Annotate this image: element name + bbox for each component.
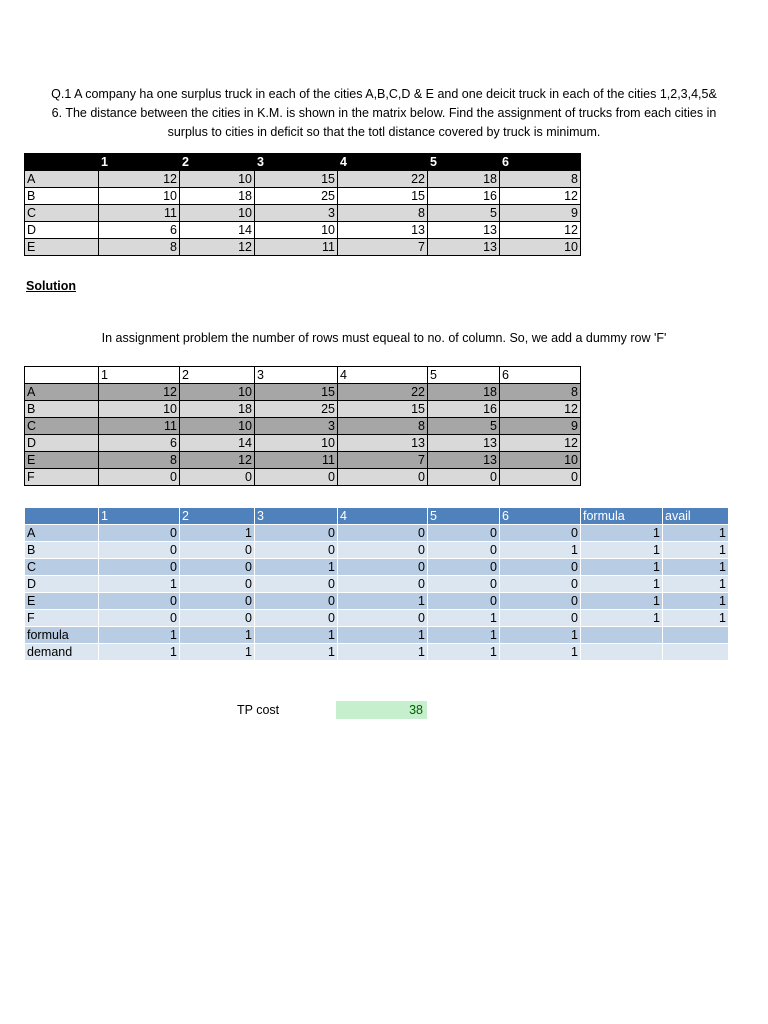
value-cell[interactable]: 1 (663, 542, 729, 559)
header-row (25, 367, 581, 384)
value-cell[interactable]: 1 (581, 593, 663, 610)
solution-heading: Solution (26, 279, 76, 293)
value-cell[interactable]: 0 (500, 559, 581, 576)
table-row (25, 576, 729, 593)
value-cell[interactable]: 18 (180, 401, 255, 418)
header-cell[interactable]: 3 (255, 508, 338, 525)
value-cell[interactable]: 9 (500, 205, 581, 222)
value-cell[interactable]: 0 (338, 542, 428, 559)
value-cell[interactable]: 13 (338, 435, 428, 452)
header-row (25, 154, 581, 171)
value-cell[interactable]: 1 (500, 644, 581, 661)
header-cell[interactable]: 6 (500, 508, 581, 525)
row-label-cell[interactable]: A (25, 171, 99, 188)
value-cell[interactable]: 8 (99, 239, 180, 256)
value-cell[interactable]: 0 (428, 576, 500, 593)
value-cell[interactable]: 10 (99, 401, 180, 418)
table-row (25, 644, 729, 661)
table-row (25, 627, 729, 644)
value-cell[interactable]: 0 (180, 469, 255, 486)
value-cell[interactable] (581, 627, 663, 644)
value-cell[interactable]: 10 (255, 222, 338, 239)
value-cell[interactable]: 1 (581, 610, 663, 627)
row-label-cell[interactable]: E (25, 593, 99, 610)
value-cell[interactable]: 1 (180, 627, 255, 644)
table-row (25, 452, 581, 469)
value-cell[interactable]: 18 (428, 384, 500, 401)
value-cell[interactable]: 0 (255, 593, 338, 610)
value-cell[interactable]: 13 (428, 239, 500, 256)
value-cell[interactable]: 1 (581, 525, 663, 542)
value-cell[interactable]: 1 (338, 593, 428, 610)
row-label-cell[interactable]: B (25, 542, 99, 559)
value-cell[interactable]: 0 (338, 559, 428, 576)
value-cell[interactable]: 10 (180, 205, 255, 222)
value-cell[interactable] (663, 627, 729, 644)
value-cell[interactable]: 5 (428, 205, 500, 222)
value-cell[interactable]: 6 (99, 222, 180, 239)
value-cell[interactable]: 1 (581, 542, 663, 559)
value-cell[interactable]: 15 (255, 384, 338, 401)
header-cell[interactable] (25, 154, 99, 171)
value-cell[interactable]: 11 (255, 452, 338, 469)
value-cell[interactable]: 1 (663, 593, 729, 610)
row-label-cell[interactable]: E (25, 239, 99, 256)
value-cell[interactable]: 18 (428, 171, 500, 188)
row-label-cell[interactable]: F (25, 610, 99, 627)
value-cell[interactable]: 10 (500, 239, 581, 256)
value-cell[interactable]: 10 (255, 435, 338, 452)
header-cell[interactable]: 2 (180, 508, 255, 525)
header-cell[interactable]: 2 (180, 154, 255, 171)
value-cell[interactable]: 1 (180, 644, 255, 661)
value-cell[interactable]: 12 (500, 222, 581, 239)
assignment-solution-table (24, 507, 729, 661)
value-cell[interactable]: 18 (180, 188, 255, 205)
value-cell[interactable]: 22 (338, 384, 428, 401)
header-cell[interactable]: 5 (428, 508, 500, 525)
value-cell[interactable]: 0 (99, 469, 180, 486)
value-cell[interactable]: 0 (255, 610, 338, 627)
value-cell[interactable] (663, 644, 729, 661)
table-row (25, 610, 729, 627)
value-cell[interactable]: 1 (99, 576, 180, 593)
value-cell[interactable]: 8 (500, 384, 581, 401)
value-cell[interactable]: 7 (338, 239, 428, 256)
header-cell[interactable]: 2 (180, 367, 255, 384)
header-cell[interactable]: 3 (255, 154, 338, 171)
value-cell[interactable]: 0 (338, 610, 428, 627)
value-cell[interactable]: 25 (255, 401, 338, 418)
value-cell[interactable]: 16 (428, 188, 500, 205)
value-cell[interactable]: 1 (99, 627, 180, 644)
table-row (25, 205, 581, 222)
value-cell[interactable]: 8 (500, 171, 581, 188)
value-cell[interactable]: 13 (338, 222, 428, 239)
value-cell[interactable]: 0 (255, 469, 338, 486)
value-cell[interactable]: 0 (180, 559, 255, 576)
row-label-cell[interactable]: C (25, 205, 99, 222)
value-cell[interactable]: 0 (99, 610, 180, 627)
header-cell[interactable]: 5 (428, 154, 500, 171)
value-cell[interactable]: 1 (663, 610, 729, 627)
value-cell[interactable]: 8 (338, 205, 428, 222)
value-cell[interactable]: 12 (99, 171, 180, 188)
value-cell[interactable]: 10 (99, 188, 180, 205)
row-label-cell[interactable]: formula (25, 627, 99, 644)
value-cell[interactable]: 1 (428, 627, 500, 644)
header-cell[interactable]: 1 (99, 508, 180, 525)
row-label-cell[interactable]: C (25, 559, 99, 576)
value-cell[interactable]: 0 (428, 525, 500, 542)
question-line-2: 6. The distance between the cities in K.M. is shown in the matrix below. Find the assignment of trucks from each cities in (51, 106, 717, 120)
value-cell[interactable]: 0 (500, 610, 581, 627)
value-cell[interactable]: 0 (99, 542, 180, 559)
value-cell[interactable]: 25 (255, 188, 338, 205)
row-label-cell[interactable]: C (25, 418, 99, 435)
value-cell[interactable]: 1 (663, 576, 729, 593)
value-cell[interactable]: 15 (338, 401, 428, 418)
value-cell[interactable]: 7 (338, 452, 428, 469)
value-cell[interactable]: 0 (180, 576, 255, 593)
value-cell[interactable]: 13 (428, 452, 500, 469)
value-cell[interactable]: 10 (180, 384, 255, 401)
header-cell[interactable]: avail (663, 508, 729, 525)
value-cell[interactable]: 14 (180, 222, 255, 239)
value-cell[interactable]: 12 (99, 384, 180, 401)
header-cell[interactable]: 4 (338, 154, 428, 171)
value-cell[interactable]: 1 (255, 627, 338, 644)
table-row (25, 418, 581, 435)
value-cell[interactable]: 1 (99, 644, 180, 661)
value-cell[interactable]: 0 (180, 610, 255, 627)
value-cell[interactable]: 11 (99, 418, 180, 435)
value-cell[interactable]: 5 (428, 418, 500, 435)
value-cell[interactable]: 13 (428, 435, 500, 452)
header-row (25, 508, 729, 525)
value-cell[interactable]: 14 (180, 435, 255, 452)
value-cell[interactable]: 0 (500, 525, 581, 542)
value-cell[interactable]: 8 (99, 452, 180, 469)
value-cell[interactable]: 8 (338, 418, 428, 435)
row-label-cell[interactable]: B (25, 188, 99, 205)
value-cell[interactable]: 16 (428, 401, 500, 418)
value-cell[interactable]: 6 (99, 435, 180, 452)
value-cell[interactable]: 1 (428, 610, 500, 627)
value-cell[interactable] (581, 644, 663, 661)
value-cell[interactable]: 1 (338, 627, 428, 644)
row-label-cell[interactable]: demand (25, 644, 99, 661)
header-cell[interactable] (25, 508, 99, 525)
value-cell[interactable]: 22 (338, 171, 428, 188)
header-cell[interactable]: 6 (500, 154, 581, 171)
question-line-1: Q.1 A company ha one surplus truck in each of the cities A,B,C,D & E and one deicit truck in each of the cities 1,2,3,4,5& (51, 87, 717, 101)
value-cell[interactable]: 10 (180, 171, 255, 188)
table-row (25, 188, 581, 205)
value-cell[interactable]: 1 (663, 525, 729, 542)
value-cell[interactable]: 0 (500, 593, 581, 610)
value-cell[interactable]: 3 (255, 418, 338, 435)
value-cell[interactable]: 1 (581, 576, 663, 593)
row-label-cell[interactable]: E (25, 452, 99, 469)
value-cell[interactable]: 9 (500, 418, 581, 435)
row-label-cell[interactable]: A (25, 384, 99, 401)
header-cell[interactable] (25, 367, 99, 384)
row-label-cell[interactable]: B (25, 401, 99, 418)
header-cell[interactable]: 5 (428, 367, 500, 384)
question-line-3: surplus to cities in deficit so that the totl distance covered by truck is minimum. (167, 125, 601, 139)
value-cell[interactable]: 0 (255, 542, 338, 559)
value-cell[interactable]: 11 (99, 205, 180, 222)
table-row (25, 542, 729, 559)
header-cell[interactable]: 4 (338, 367, 428, 384)
value-cell[interactable]: 1 (500, 627, 581, 644)
value-cell[interactable]: 12 (500, 188, 581, 205)
value-cell[interactable]: 0 (99, 559, 180, 576)
row-label-cell[interactable]: F (25, 469, 99, 486)
table-row (25, 401, 581, 418)
value-cell[interactable]: 0 (500, 576, 581, 593)
value-cell[interactable]: 0 (99, 525, 180, 542)
dummy-row-note: In assignment problem the number of rows must equeal to no. of column. So, we add a dummy row 'F' (101, 331, 667, 345)
value-cell[interactable]: 12 (500, 435, 581, 452)
table-row (25, 435, 581, 452)
value-cell[interactable]: 10 (500, 452, 581, 469)
table-row (25, 593, 729, 610)
value-cell[interactable]: 1 (180, 525, 255, 542)
table-row (25, 525, 729, 542)
value-cell[interactable]: 1 (581, 559, 663, 576)
value-cell[interactable]: 0 (180, 593, 255, 610)
value-cell[interactable]: 15 (255, 171, 338, 188)
value-cell[interactable]: 1 (500, 542, 581, 559)
value-cell[interactable]: 3 (255, 205, 338, 222)
value-cell[interactable]: 0 (255, 525, 338, 542)
value-cell[interactable]: 10 (180, 418, 255, 435)
row-label-cell[interactable]: A (25, 525, 99, 542)
value-cell[interactable]: 0 (428, 542, 500, 559)
row-label-cell[interactable]: D (25, 576, 99, 593)
balanced-matrix-table (24, 366, 581, 486)
distance-matrix-table (24, 153, 581, 256)
value-cell[interactable]: 11 (255, 239, 338, 256)
value-cell[interactable]: 0 (338, 576, 428, 593)
value-cell[interactable]: 0 (338, 525, 428, 542)
table-row (25, 384, 581, 401)
value-cell[interactable]: 1 (428, 644, 500, 661)
value-cell[interactable]: 0 (500, 469, 581, 486)
table-row (25, 171, 581, 188)
value-cell[interactable]: 0 (428, 559, 500, 576)
value-cell[interactable]: 13 (428, 222, 500, 239)
value-cell[interactable]: 0 (99, 593, 180, 610)
tp-cost-value[interactable]: 38 (336, 701, 427, 719)
header-cell[interactable]: 1 (99, 154, 180, 171)
table-row (25, 222, 581, 239)
tp-cost-label: TP cost (237, 703, 280, 717)
value-cell[interactable]: 12 (180, 239, 255, 256)
row-label-cell[interactable]: D (25, 222, 99, 239)
value-cell[interactable]: 0 (338, 469, 428, 486)
value-cell[interactable]: 1 (255, 559, 338, 576)
header-cell[interactable]: 4 (338, 508, 428, 525)
value-cell[interactable]: 0 (180, 542, 255, 559)
value-cell[interactable]: 12 (180, 452, 255, 469)
value-cell[interactable]: 1 (255, 644, 338, 661)
value-cell[interactable]: 1 (338, 644, 428, 661)
value-cell[interactable]: 12 (500, 401, 581, 418)
row-label-cell[interactable]: D (25, 435, 99, 452)
table-row (25, 239, 581, 256)
value-cell[interactable]: 0 (255, 576, 338, 593)
value-cell[interactable]: 1 (663, 559, 729, 576)
header-cell[interactable]: formula (581, 508, 663, 525)
value-cell[interactable]: 0 (428, 593, 500, 610)
table-row (25, 559, 729, 576)
header-cell[interactable]: 1 (99, 367, 180, 384)
header-cell[interactable]: 6 (500, 367, 581, 384)
value-cell[interactable]: 0 (428, 469, 500, 486)
question-text (22, 85, 746, 142)
value-cell[interactable]: 15 (338, 188, 428, 205)
table-row (25, 469, 581, 486)
header-cell[interactable]: 3 (255, 367, 338, 384)
